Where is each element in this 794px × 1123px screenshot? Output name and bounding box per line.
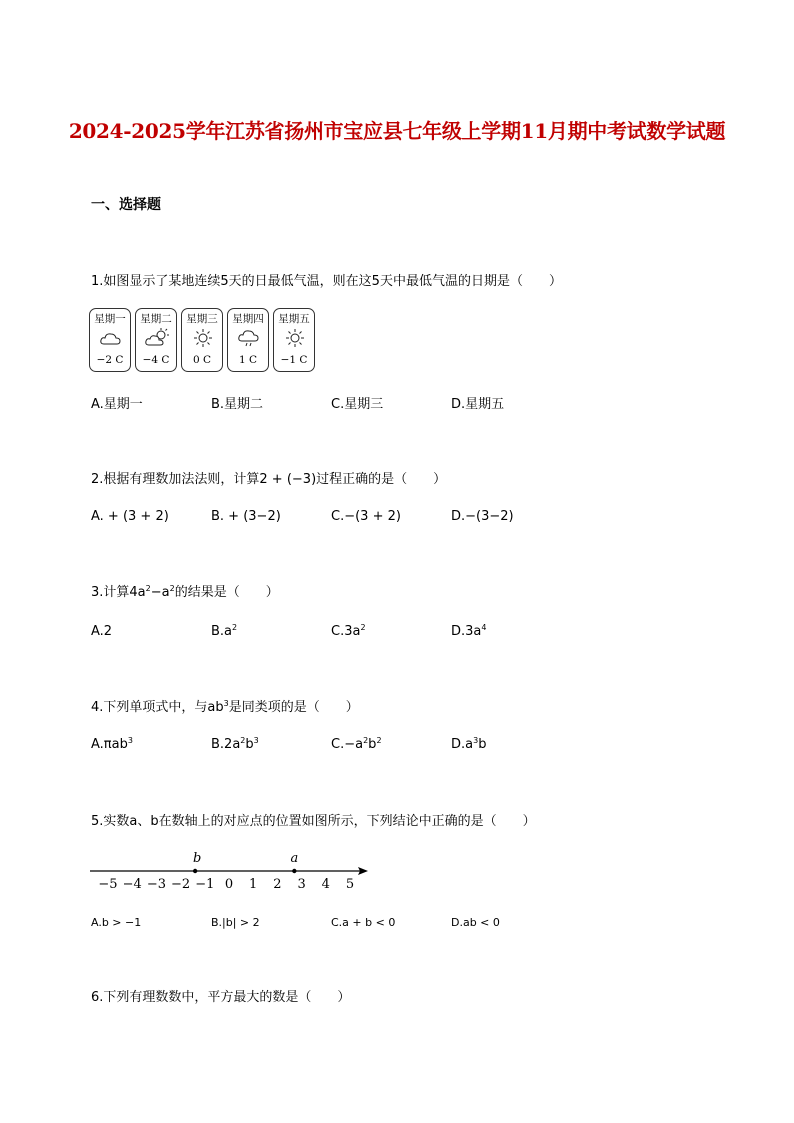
exponent: 2 xyxy=(240,736,246,745)
question-2-option-a[interactable]: A. + (3 + 2) xyxy=(91,509,169,524)
weather-card-temp: 1 C xyxy=(238,354,258,366)
weather-card-day: 星期三 xyxy=(186,313,218,325)
option-text: A.2 xyxy=(91,624,113,639)
number-line-tick-label: −3 xyxy=(146,877,166,892)
exponent: 2 xyxy=(145,584,151,593)
weather-card-temp: −4 C xyxy=(142,354,170,366)
number-line xyxy=(88,846,373,894)
option-text: C.3a xyxy=(331,624,361,639)
question-3-text: 3.计算4a xyxy=(91,585,146,600)
question-1 xyxy=(91,270,562,289)
question-1-text: 1.如图显示了某地连续5天的日最低气温，则在这5天中最低气温的日期是（ xyxy=(91,274,523,289)
number-line-tick-label: −5 xyxy=(98,877,118,892)
question-2-text: 2.根据有理数加法法则，计算2 + (−3)过程正确的是（ xyxy=(91,472,408,487)
page-title: 2024-2025学年江苏省扬州市宝应县七年级上学期11月期中考试数学试题 xyxy=(68,119,726,143)
question-3 xyxy=(91,581,279,600)
number-line-tick-label: −2 xyxy=(171,877,191,892)
question-2-close: ） xyxy=(433,472,447,487)
exponent: 4 xyxy=(481,623,487,632)
exponent: 3 xyxy=(473,736,479,745)
sun-icon xyxy=(283,328,307,348)
rain-cloud-icon xyxy=(237,328,261,348)
question-3-text: −a xyxy=(150,585,170,600)
question-5-option-d[interactable]: D.ab < 0 xyxy=(451,916,500,929)
question-2-option-b[interactable]: B. + (3−2) xyxy=(211,509,281,524)
question-3-option-d[interactable] xyxy=(451,624,486,639)
option-text: B.a xyxy=(211,624,233,639)
weather-card-1 xyxy=(89,308,131,372)
question-4 xyxy=(91,696,359,715)
number-line-tick-label: 5 xyxy=(345,877,355,892)
weather-card-4 xyxy=(227,308,269,372)
question-4-text: 是同类项的是（ xyxy=(228,700,320,715)
question-1-option-a[interactable]: A.星期一 xyxy=(91,397,143,412)
question-4-option-b[interactable] xyxy=(211,737,259,752)
weather-card-day: 星期五 xyxy=(278,313,310,325)
question-6-text: 6.下列有理数数中，平方最大的数是（ xyxy=(91,990,312,1005)
exponent: 2 xyxy=(376,736,382,745)
question-3-text: 的结果是（ xyxy=(174,585,240,600)
weather-card-day: 星期四 xyxy=(232,313,264,325)
question-3-option-a[interactable] xyxy=(91,624,112,639)
question-3-option-b[interactable] xyxy=(211,624,237,639)
question-5-text: 5.实数a、b在数轴上的对应点的位置如图所示，下列结论中正确的是（ xyxy=(91,814,497,829)
section-heading: 一、选择题 xyxy=(91,197,161,213)
sun-cloud-icon xyxy=(145,328,169,348)
question-5-close: ） xyxy=(522,814,536,829)
cloud-icon xyxy=(99,328,123,348)
weather-card-day: 星期二 xyxy=(140,313,172,325)
question-5-option-c[interactable]: C.a + b < 0 xyxy=(331,916,396,929)
exponent: 3 xyxy=(223,699,229,708)
point-b xyxy=(193,869,197,873)
question-2 xyxy=(91,468,446,487)
question-1-close: ） xyxy=(548,274,562,289)
exponent: 2 xyxy=(363,736,369,745)
number-line-tick-label: −1 xyxy=(195,877,215,892)
exponent: 3 xyxy=(127,736,133,745)
point-b-label: b xyxy=(192,851,202,866)
number-line-tick-label: 4 xyxy=(321,877,330,892)
question-1-option-b[interactable]: B.星期二 xyxy=(211,397,264,412)
question-4-option-a[interactable] xyxy=(91,737,133,752)
question-3-option-c[interactable] xyxy=(331,624,366,639)
option-text: D.a xyxy=(451,737,474,752)
weather-card-temp: −1 C xyxy=(280,354,308,366)
weather-card-2 xyxy=(135,308,177,372)
question-2-option-c[interactable]: C.−(3 + 2) xyxy=(331,509,401,524)
weather-card-temp: −2 C xyxy=(96,354,124,366)
exponent: 3 xyxy=(253,736,259,745)
option-text: C.−a xyxy=(331,737,364,752)
sun-icon xyxy=(191,328,215,348)
weather-card-day: 星期一 xyxy=(94,313,126,325)
question-4-text: 4.下列单项式中，与ab xyxy=(91,700,224,715)
point-a-label: a xyxy=(290,851,299,866)
option-text: D.3a xyxy=(451,624,482,639)
option-text: A.πab xyxy=(91,737,128,752)
number-line-tick-label: 3 xyxy=(297,877,306,892)
question-2-option-d[interactable]: D.−(3−2) xyxy=(451,509,514,524)
option-text: b xyxy=(368,737,377,752)
weather-card-3 xyxy=(181,308,223,372)
question-4-option-d[interactable] xyxy=(451,737,486,752)
question-5-option-b[interactable]: B.|b| > 2 xyxy=(211,916,260,929)
question-6 xyxy=(91,986,350,1005)
number-line-tick-label: −4 xyxy=(122,877,142,892)
option-text: b xyxy=(245,737,254,752)
number-line-tick-label: 1 xyxy=(249,877,258,892)
question-6-close: ） xyxy=(337,990,351,1005)
exponent: 2 xyxy=(169,584,175,593)
question-5-option-a[interactable]: A.b > −1 xyxy=(91,916,142,929)
exponent: 2 xyxy=(232,623,238,632)
question-1-option-d[interactable]: D.星期五 xyxy=(451,397,505,412)
weather-card-5 xyxy=(273,308,315,372)
question-4-option-c[interactable] xyxy=(331,737,382,752)
question-5 xyxy=(91,810,536,829)
number-line-tick-label: 0 xyxy=(224,877,234,892)
question-3-close: ） xyxy=(265,585,279,600)
number-line-tick-label: 2 xyxy=(273,877,282,892)
option-text: B.2a xyxy=(211,737,241,752)
question-1-option-c[interactable]: C.星期三 xyxy=(331,397,384,412)
point-a xyxy=(292,869,296,873)
question-4-close: ） xyxy=(345,700,359,715)
option-text: b xyxy=(478,737,487,752)
weather-card-temp: 0 C xyxy=(192,354,212,366)
exponent: 2 xyxy=(360,623,366,632)
